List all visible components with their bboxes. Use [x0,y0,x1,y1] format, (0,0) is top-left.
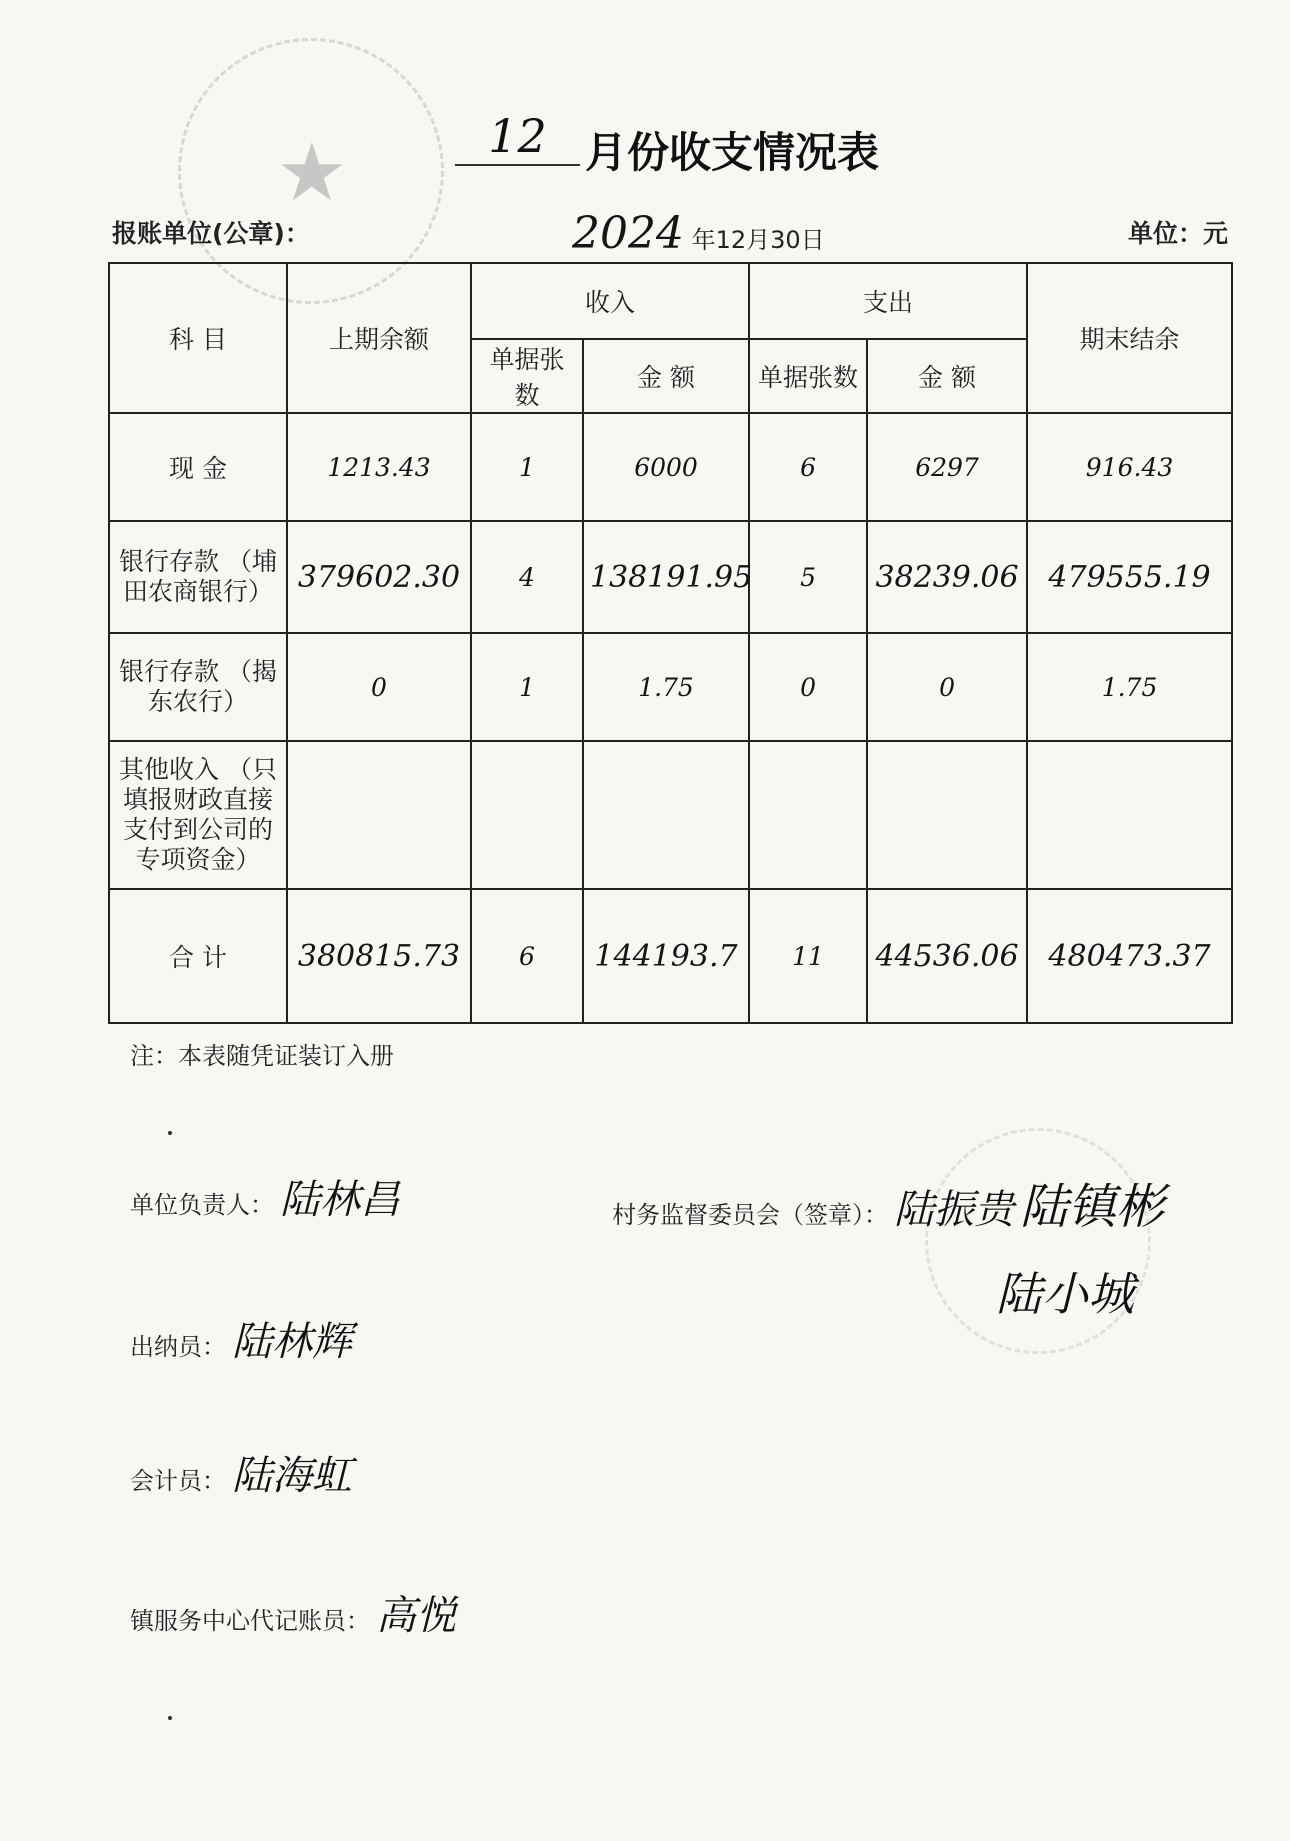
cell-expense-count: 6 [749,413,867,521]
committee-label: 村务监督委员会（签章）： [612,1201,888,1229]
cell-prev-balance: 0 [287,633,471,741]
header-end-balance: 期末结余 [1027,263,1232,413]
table-row [109,741,1232,889]
cell-expense-amount: 44536.06 [867,889,1027,1023]
bookkeeper-sig: 高悦 [376,1593,456,1639]
cell-prev-balance: 1213.43 [287,413,471,521]
currency-unit-label: 单位：元 [1128,219,1229,248]
unit-head-signature [130,1168,400,1225]
cashier-signature [130,1310,352,1367]
row-label: 其他收入 （只填报财政直接支付到公司的专项资金） [109,741,287,889]
cell-end-balance: 480473.37 [1027,889,1232,1023]
header-income-amount: 金 额 [583,339,749,413]
cell-end-balance: 1.75 [1027,633,1232,741]
cell-income-count: 6 [471,889,583,1023]
cell-income-count: 1 [471,633,583,741]
cell-prev-balance [287,741,471,889]
page-title: 月份收支情况表 [585,128,880,177]
cell-income-amount: 144193.7 [583,889,749,1023]
cell-income-count: 1 [471,413,583,521]
income-expense-table [108,262,1233,1024]
accountant-signature [130,1444,352,1501]
cell-expense-amount [867,741,1027,889]
cell-expense-count: 11 [749,889,867,1023]
committee-sig-1: 陆振贵 [894,1187,1014,1233]
accountant-label: 会计员： [130,1467,226,1495]
cashier-label: 出纳员： [130,1333,226,1361]
table-row [109,521,1232,633]
header-expense-amount: 金 额 [867,339,1027,413]
cell-expense-amount: 38239.06 [867,521,1027,633]
stamp-star-icon: ★ [276,126,348,219]
header-income-count: 单据张数 [471,339,583,413]
cell-income-amount: 1.75 [583,633,749,741]
cell-income-count [471,741,583,889]
title-month: 12 [455,112,580,166]
cell-income-count: 4 [471,521,583,633]
report-date [572,208,825,259]
cell-income-amount [583,741,749,889]
committee-signature [612,1168,1164,1237]
table-row [109,633,1232,741]
table-row [109,413,1232,521]
cell-prev-balance: 379602.30 [287,521,471,633]
reporting-unit-label: 报账单位(公章)： [112,219,310,248]
binding-note: 注：本表随凭证装订入册 [130,1042,394,1070]
row-label: 银行存款 （埔田农商银行） [109,521,287,633]
ink-dot [168,1131,172,1135]
committee-sig-2: 陆镇彬 [1020,1179,1165,1235]
cell-income-amount: 6000 [583,413,749,521]
date-rest: 年12月30日 [691,226,825,254]
bookkeeper-label: 镇服务中心代记账员： [130,1607,370,1635]
cell-income-amount: 138191.95 [583,521,749,633]
cell-expense-amount: 6297 [867,413,1027,521]
cell-end-balance: 916.43 [1027,413,1232,521]
header-subject: 科 目 [109,263,287,413]
header-expense-count: 单据张数 [749,339,867,413]
row-label: 现 金 [109,413,287,521]
cell-expense-amount: 0 [867,633,1027,741]
cell-expense-count: 0 [749,633,867,741]
row-label: 银行存款 （揭东农行） [109,633,287,741]
cell-end-balance [1027,741,1232,889]
row-label: 合 计 [109,889,287,1023]
date-year: 2024 [572,208,684,259]
committee-sig-3: 陆小城 [996,1267,1134,1321]
header-prev-balance: 上期余额 [287,263,471,413]
cell-prev-balance: 380815.73 [287,889,471,1023]
accountant-sig: 陆海虹 [232,1453,352,1499]
unit-head-sig: 陆林昌 [280,1177,400,1223]
ink-dot [168,1716,172,1720]
committee-signature-3 [990,1258,1134,1324]
table-row [109,889,1232,1023]
cell-expense-count: 5 [749,521,867,633]
cashier-sig: 陆林辉 [232,1319,352,1365]
header-expense: 支出 [749,263,1027,339]
bookkeeper-signature [130,1584,456,1641]
cell-expense-count [749,741,867,889]
cell-end-balance: 479555.19 [1027,521,1232,633]
header-income: 收入 [471,263,749,339]
unit-head-label: 单位负责人： [130,1191,274,1219]
